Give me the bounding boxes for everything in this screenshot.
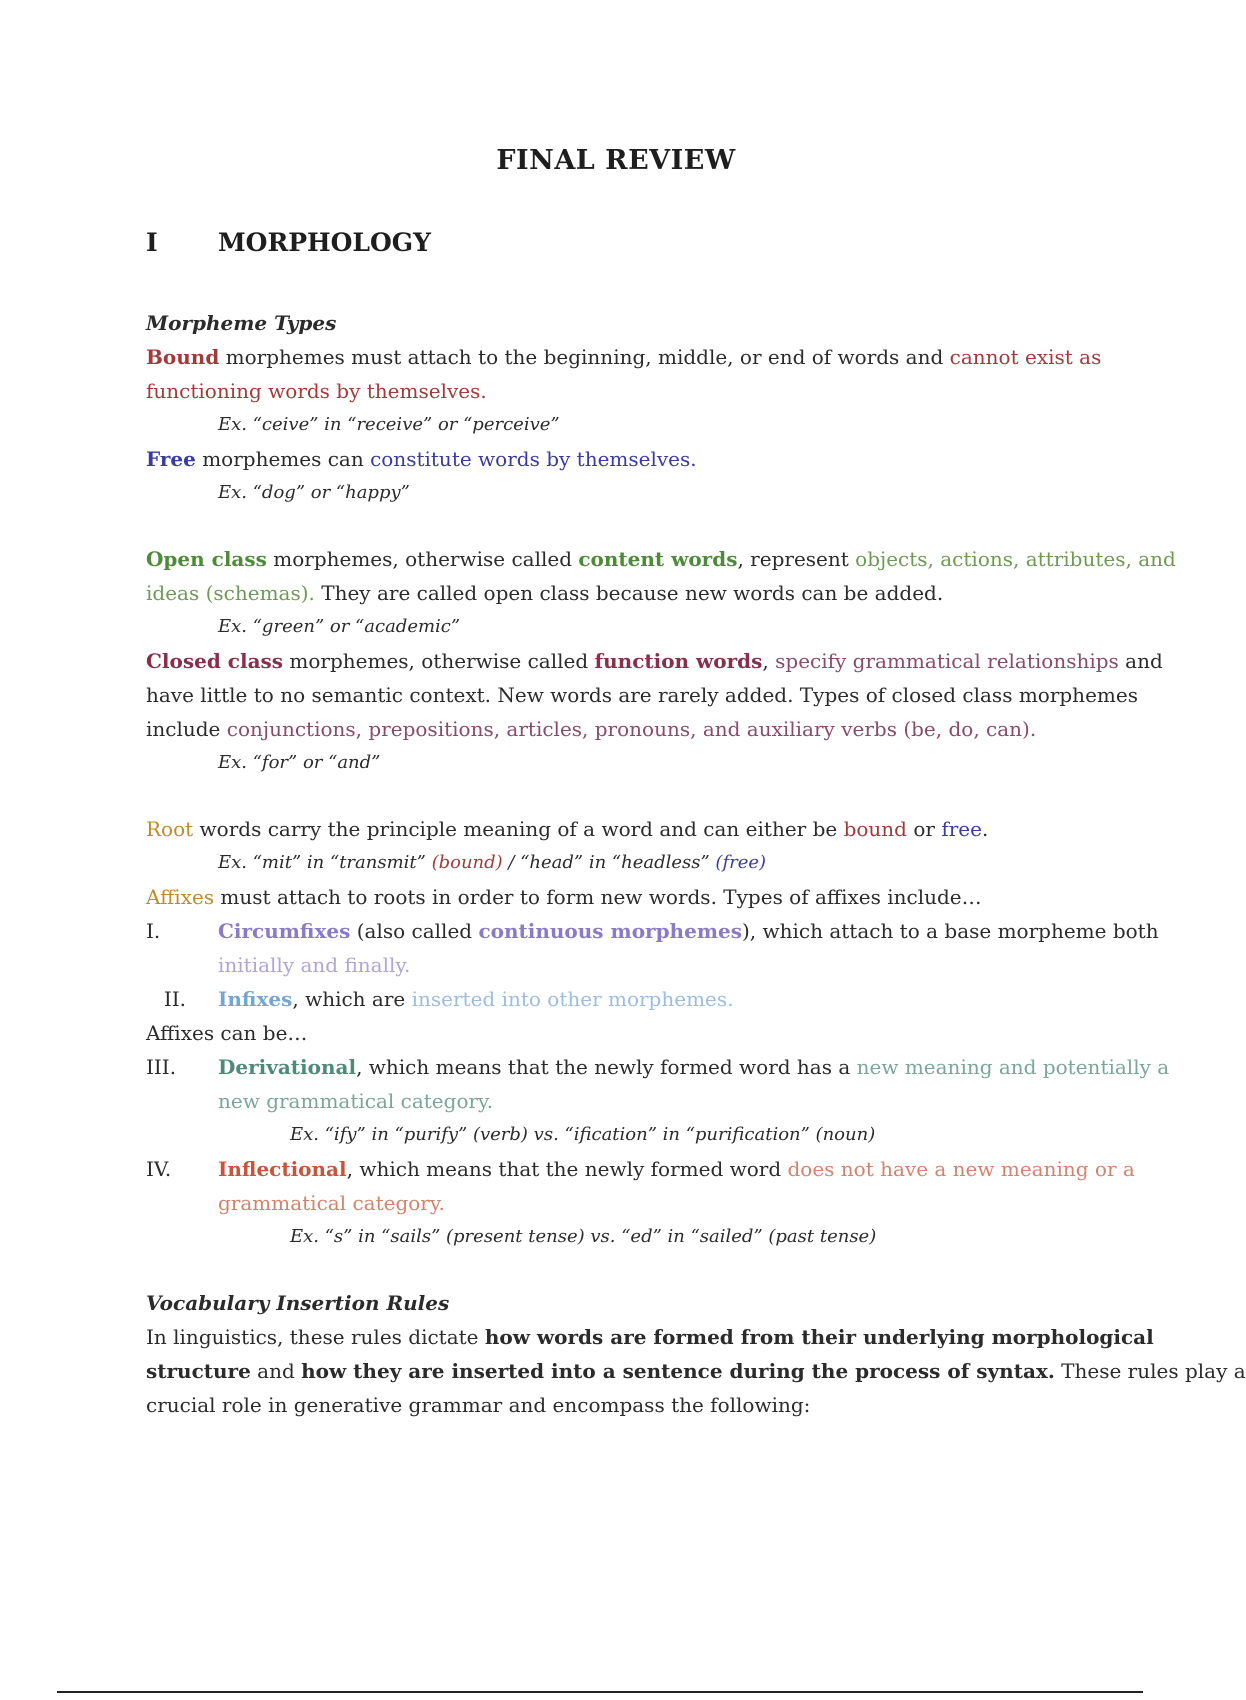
text: ), which attach to a base morpheme both (741, 919, 1159, 943)
highlight: initially and finally (218, 953, 405, 977)
text: , which means that the newly formed word has a (356, 1055, 857, 1079)
highlight: new meaning and potentially a (856, 1055, 1170, 1079)
highlight-bound: (bound) (431, 852, 503, 873)
closed-class-line-3 (146, 712, 1086, 746)
example-free: Ex. “dog” or “happy” (218, 482, 410, 503)
term-infixes: Infixes (218, 987, 293, 1011)
term-function-words: function words (594, 649, 763, 673)
highlight: objects, actions, attributes, and (855, 547, 1176, 571)
section-number: I (146, 228, 158, 257)
example-open-class: Ex. “green” or “academic” (218, 616, 461, 637)
text: They are called open class because new words can be added. (314, 581, 944, 605)
text: , which means that the newly formed word (346, 1157, 788, 1181)
affixes-can-be: Affixes can be… (146, 1021, 308, 1045)
term-free: Free (146, 447, 196, 471)
list-item-inflectional-line-2 (146, 1186, 1086, 1220)
example-bound: Ex. “ceive” in “receive” or “perceive” (218, 414, 560, 435)
free-definition (146, 442, 1086, 476)
list-item-inflectional (146, 1152, 1135, 1186)
emphasis: structure (146, 1359, 251, 1383)
term-root: Root (146, 817, 194, 841)
highlight-free: (free) (715, 852, 767, 873)
example-derivational: Ex. “ify” in “purify” (verb) vs. “ification” in “purification” (noun) (290, 1124, 876, 1145)
example-closed-class: Ex. “for” or “and” (218, 752, 381, 773)
text: and (250, 1359, 302, 1383)
vocab-line-2 (146, 1354, 1246, 1388)
list-item-derivational-line-2 (146, 1084, 1086, 1118)
list-numeral: III. (146, 1055, 177, 1079)
vocab-line-1 (146, 1320, 1154, 1354)
spacer (146, 780, 1086, 812)
highlight: inserted into other morphemes (411, 987, 728, 1011)
text: morphemes can (195, 447, 371, 471)
highlight: functioning words by themselves. (146, 379, 487, 403)
document-body (146, 306, 1246, 1422)
text: (also called (350, 919, 479, 943)
text: . (727, 987, 734, 1011)
highlight: conjunctions, prepositions, articles, pronouns, and auxiliary verbs (be, do, can). (226, 717, 1037, 741)
emphasis: how words are formed from their underlying morphological (484, 1325, 1154, 1349)
bound-definition-line-1 (146, 340, 1102, 374)
highlight: ideas (schemas). (146, 581, 315, 605)
text: . (486, 1089, 494, 1113)
text: morphemes must attach to the beginning, middle, or end of words and (219, 345, 950, 369)
highlight: grammatical category (218, 1191, 439, 1215)
text: These rules play a (1054, 1359, 1246, 1383)
list-item-derivational (146, 1050, 1170, 1084)
bound-definition-line-2 (146, 374, 1086, 408)
highlight: specify grammatical relationships (775, 649, 1119, 673)
subheading-morpheme-types: Morpheme Types (146, 311, 337, 335)
list-item-infixes (146, 982, 1086, 1016)
term-derivational: Derivational (218, 1055, 357, 1079)
vocab-line-3: crucial role in generative grammar and encompass the following: (146, 1393, 811, 1417)
highlight: constitute words by themselves. (370, 447, 697, 471)
highlight: does not have a new meaning or a (787, 1157, 1135, 1181)
term-open-class: Open class (146, 547, 267, 571)
text: . (404, 953, 411, 977)
text: include (146, 717, 227, 741)
subheading-vocabulary-insertion-rules: Vocabulary Insertion Rules (146, 1291, 450, 1315)
root-definition (146, 812, 1086, 846)
open-class-line-2 (146, 576, 1086, 610)
term-bound: Bound (146, 345, 220, 369)
section-title: MORPHOLOGY (218, 228, 431, 257)
term-closed-class: Closed class (146, 649, 284, 673)
text: In linguistics, these rules dictate (146, 1325, 485, 1349)
list-numeral: II. (163, 987, 186, 1011)
text: or (907, 817, 942, 841)
text: / “head” in “headless” (502, 852, 716, 873)
section-heading (146, 228, 431, 257)
page-title: FINAL REVIEW (496, 145, 736, 176)
text: morphemes, otherwise called (266, 547, 579, 571)
emphasis: how they are inserted into a sentence during the process of syntax. (301, 1359, 1055, 1383)
example-inflectional: Ex. “s” in “sails” (present tense) vs. “ed” in “sailed” (past tense) (290, 1226, 877, 1247)
highlight: cannot exist as (949, 345, 1102, 369)
text: . (438, 1191, 445, 1215)
text: morphemes, otherwise called (283, 649, 595, 673)
closed-class-line-2: have little to no semantic context. New words are rarely added. Types of closed class morphemes (146, 683, 1138, 707)
text: words carry the principle meaning of a word and can either be (193, 817, 844, 841)
text: . (981, 817, 989, 841)
highlight: new grammatical category (218, 1089, 487, 1113)
text: , (762, 649, 776, 673)
term-affixes: Affixes (146, 885, 215, 909)
spacer (146, 510, 1086, 542)
affixes-definition (146, 880, 1086, 914)
text: , which are (292, 987, 412, 1011)
spacer (146, 1254, 1086, 1286)
example-root (146, 846, 1086, 880)
footer-rule (57, 1691, 1143, 1693)
highlight-bound: bound (843, 817, 907, 841)
text: must attach to roots in order to form new words. Types of affixes include… (214, 885, 982, 909)
text: , represent (737, 547, 856, 571)
term-content-words: content words (578, 547, 738, 571)
text: Ex. “mit” in “transmit” (218, 852, 432, 873)
list-item-circumfixes-line-2 (146, 948, 1086, 982)
term-continuous-morphemes: continuous morphemes (478, 919, 742, 943)
list-numeral: I. (146, 919, 161, 943)
text: and (1118, 649, 1163, 673)
list-item-circumfixes (146, 914, 1159, 948)
term-inflectional: Inflectional (218, 1157, 347, 1181)
list-numeral: IV. (146, 1157, 172, 1181)
open-class-line-1 (146, 542, 1176, 576)
term-circumfixes: Circumfixes (218, 919, 351, 943)
closed-class-line-1 (146, 644, 1163, 678)
highlight-free: free (941, 817, 982, 841)
